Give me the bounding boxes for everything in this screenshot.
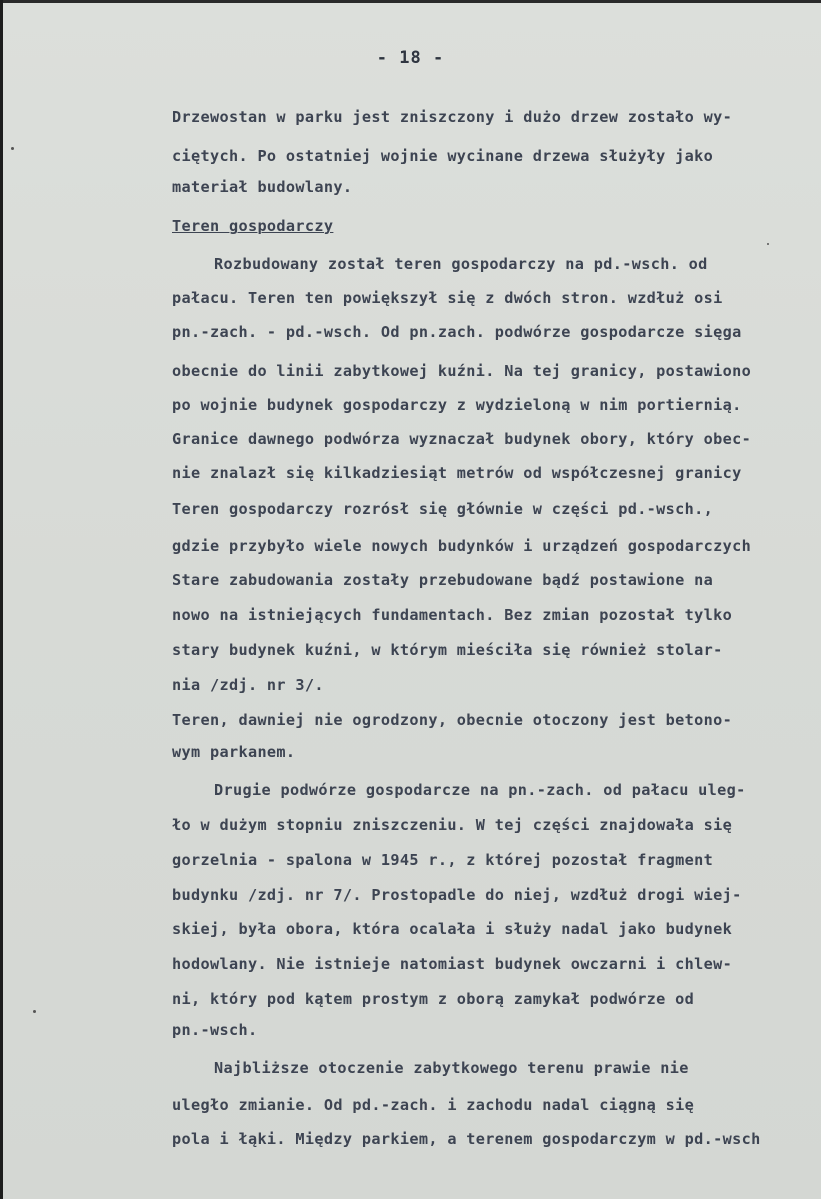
text-line: pn.-zach. - pd.-wsch. Od pn.zach. podwórze gospodarcze sięga xyxy=(172,323,742,341)
text-line: stary budynek kuźni, w którym mieściła się również stolar- xyxy=(172,641,723,659)
text-line: pałacu. Teren ten powiększył się z dwóch stron. wzdłuż osi xyxy=(172,289,723,307)
text-line: hodowlany. Nie istnieje natomiast budynek owczarni i chlew- xyxy=(172,955,733,973)
text-line: Najbliższe otoczenie zabytkowego terenu prawie nie xyxy=(214,1059,689,1077)
section-heading: Teren gospodarczy xyxy=(172,217,334,235)
text-line: obecnie do linii zabytkowej kuźni. Na tej granicy, postawiono xyxy=(172,362,752,380)
paper-speck xyxy=(767,243,769,245)
text-line: Rozbudowany został teren gospodarczy na pd.-wsch. od xyxy=(214,255,708,273)
text-line: ło w dużym stopniu zniszczeniu. W tej części znajdowała się xyxy=(172,816,733,834)
text-line: ciętych. Po ostatniej wojnie wycinane drzewa służyły jako xyxy=(172,147,714,165)
text-line: wym parkanem. xyxy=(172,743,296,761)
text-line: pola i łąki. Między parkiem, a terenem gospodarczym w pd.-wsch xyxy=(172,1130,761,1148)
text-line: Drzewostan w parku jest zniszczony i dużo drzew zostało wy- xyxy=(172,108,733,126)
text-line: gdzie przybyło wiele nowych budynków i urządzeń gospodarczych xyxy=(172,537,752,555)
text-line: pn.-wsch. xyxy=(172,1021,258,1039)
text-line: materiał budowlany. xyxy=(172,178,353,196)
text-line: nowo na istniejących fundamentach. Bez zmian pozostał tylko xyxy=(172,606,733,624)
text-line: ni, który pod kątem prostym z oborą zamykał podwórze od xyxy=(172,990,695,1008)
text-line: Drugie podwórze gospodarcze na pn.-zach. od pałacu uleg- xyxy=(214,781,746,799)
page-number: - 18 - xyxy=(376,48,445,68)
text-line: Stare zabudowania zostały przebudowane bądź postawione na xyxy=(172,571,714,589)
text-line: skiej, była obora, która ocalała i służy nadal jako budynek xyxy=(172,920,733,938)
text-line: uległo zmianie. Od pd.-zach. i zachodu nadal ciągną się xyxy=(172,1096,695,1114)
text-line: po wojnie budynek gospodarczy z wydzieloną w nim portiernią. xyxy=(172,396,742,414)
text-line: Teren gospodarczy rozrósł się głównie w części pd.-wsch., xyxy=(172,500,714,518)
text-line: nia /zdj. nr 3/. xyxy=(172,676,324,694)
paper-speck xyxy=(33,1010,36,1013)
text-line: budynku /zdj. nr 7/. Prostopadle do niej, wzdłuż drogi wiej- xyxy=(172,886,742,904)
text-line: gorzelnia - spalona w 1945 r., z której pozostał fragment xyxy=(172,851,714,869)
text-line: nie znalazł się kilkadziesiąt metrów od współczesnej granicy xyxy=(172,464,742,482)
text-line: Teren, dawniej nie ogrodzony, obecnie otoczony jest betono- xyxy=(172,711,733,729)
paper-speck xyxy=(11,147,14,150)
text-line: Granice dawnego podwórza wyznaczał budynek obory, który obec- xyxy=(172,430,752,448)
